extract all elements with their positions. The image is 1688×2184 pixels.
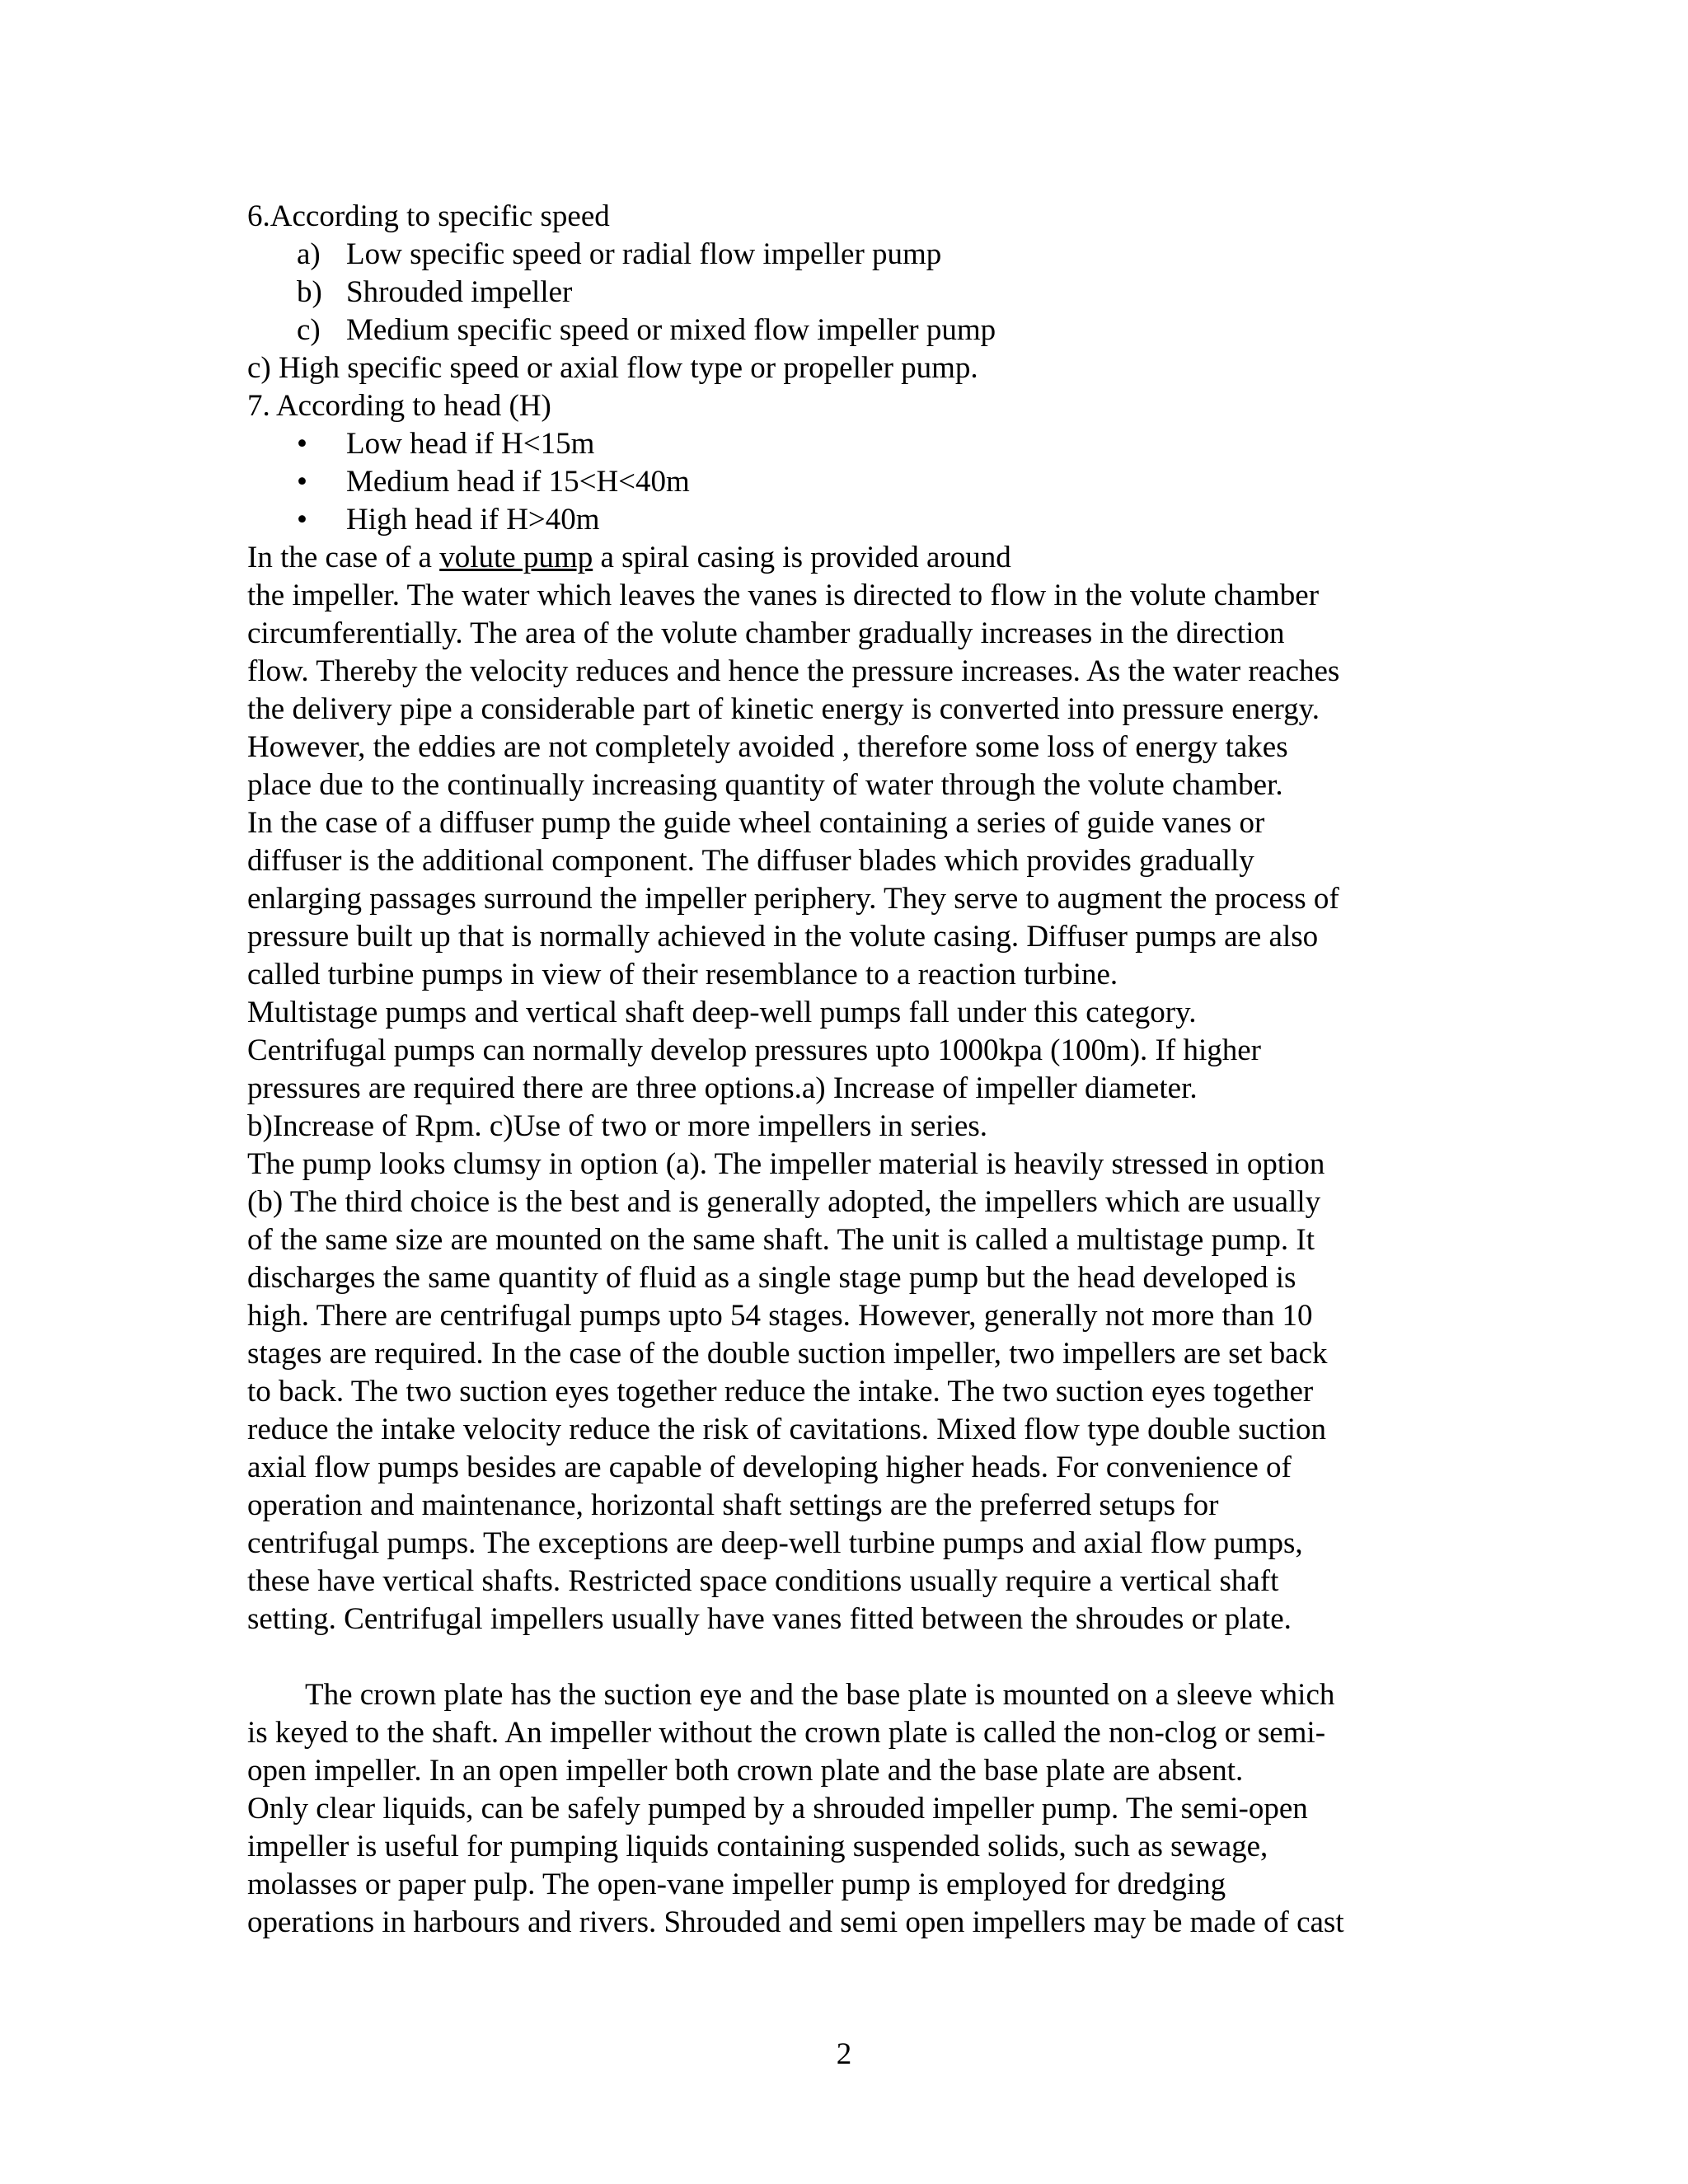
text-line: these have vertical shafts. Restricted space conditions usually require a vertical shaft — [247, 1564, 1279, 1598]
list-item-text: Low head if H<15m — [346, 427, 595, 461]
section-heading-head: 7. According to head (H) — [247, 389, 551, 423]
volute-pump-intro — [247, 539, 1451, 577]
text-line: is keyed to the shaft. An impeller without the crown plate is called the non-clog or semi- — [247, 1716, 1326, 1750]
list-item-text: High head if H>40m — [346, 503, 600, 537]
bullet-icon: • — [297, 503, 307, 537]
paragraph-gap — [247, 1638, 1451, 1676]
text-line: Centrifugal pumps can normally develop pressures upto 1000kpa (100m). If higher — [247, 1033, 1261, 1067]
volute-suffix: a spiral casing is provided around — [593, 541, 1011, 574]
text-line: In the case of a diffuser pump the guide wheel containing a series of guide vanes or — [247, 806, 1265, 840]
text-line: open impeller. In an open impeller both crown plate and the base plate are absent. — [247, 1754, 1244, 1788]
text-line: pressure built up that is normally achieved in the volute casing. Diffuser pumps are also — [247, 920, 1319, 954]
list-item-text: Medium specific speed or mixed flow impeller pump — [346, 313, 996, 347]
text-line: diffuser is the additional component. The diffuser blades which provides gradually — [247, 844, 1254, 878]
list-item — [247, 274, 1451, 312]
document-body — [247, 198, 1451, 1942]
text-line: place due to the continually increasing quantity of water through the volute chamber. — [247, 768, 1283, 802]
text-line: centrifugal pumps. The exceptions are deep-well turbine pumps and axial flow pumps, — [247, 1526, 1303, 1560]
specific-speed-extra-item: c) High specific speed or axial flow type or propeller pump. — [247, 351, 978, 385]
text-line: operations in harbours and rivers. Shrouded and semi open impellers may be made of cast — [247, 1905, 1344, 1939]
text-line: Only clear liquids, can be safely pumped by a shrouded impeller pump. The semi-open — [247, 1792, 1308, 1825]
list-item — [247, 312, 1451, 349]
list-item — [247, 236, 1451, 274]
text-line: b)Increase of Rpm. c)Use of two or more impellers in series. — [247, 1109, 987, 1143]
text-line: the delivery pipe a considerable part of kinetic energy is converted into pressure energy. — [247, 692, 1320, 726]
text-line: called turbine pumps in view of their resemblance to a reaction turbine. — [247, 958, 1118, 991]
list-item — [247, 425, 1451, 463]
list-item — [247, 463, 1451, 501]
bullet-icon: • — [297, 465, 307, 499]
text-line: operation and maintenance, horizontal shaft settings are the preferred setups for — [247, 1488, 1219, 1522]
volute-prefix: In the case of a — [247, 541, 440, 574]
page-number: 2 — [836, 2037, 852, 2071]
text-line: flow. Thereby the velocity reduces and hence the pressure increases. As the water reaches — [247, 654, 1340, 688]
text-line: to back. The two suction eyes together reduce the intake. The two suction eyes together — [247, 1375, 1314, 1408]
text-line: enlarging passages surround the impeller periphery. They serve to augment the process of — [247, 882, 1339, 916]
list-item-text: Low specific speed or radial flow impeller pump — [346, 237, 942, 271]
text-line: discharges the same quantity of fluid as a single stage pump but the head developed is — [247, 1261, 1296, 1295]
text-line: stages are required. In the case of the double suction impeller, two impellers are set back — [247, 1337, 1328, 1371]
text-line: Multistage pumps and vertical shaft deep-well pumps fall under this category. — [247, 996, 1197, 1029]
text-line: impeller is useful for pumping liquids containing suspended solids, such as sewage, — [247, 1830, 1268, 1863]
text-line: of the same size are mounted on the same shaft. The unit is called a multistage pump. It — [247, 1223, 1315, 1257]
body-paragraph — [247, 577, 1451, 1638]
specific-speed-list — [247, 236, 1451, 349]
list-marker: a) — [297, 237, 321, 271]
section-heading-specific-speed: 6.According to specific speed — [247, 199, 610, 233]
text-line: However, the eddies are not completely avoided , therefore some loss of energy takes — [247, 730, 1288, 764]
head-list — [247, 425, 1451, 539]
text-line: the impeller. The water which leaves the vanes is directed to flow in the volute chamber — [247, 579, 1320, 612]
list-marker: c) — [297, 313, 321, 347]
text-line: molasses or paper pulp. The open-vane impeller pump is employed for dredging — [247, 1868, 1226, 1901]
list-item-text: Shrouded impeller — [346, 275, 573, 309]
text-line: circumferentially. The area of the volute chamber gradually increases in the direction — [247, 616, 1285, 650]
list-item — [247, 501, 1451, 539]
list-marker: b) — [297, 275, 322, 309]
text-line: high. There are centrifugal pumps upto 54 stages. However, generally not more than 10 — [247, 1299, 1313, 1333]
text-line: pressures are required there are three options.a) Increase of impeller diameter. — [247, 1071, 1198, 1105]
text-line: (b) The third choice is the best and is generally adopted, the impellers which are usually — [247, 1185, 1321, 1219]
text-line: setting. Centrifugal impellers usually have vanes fitted between the shroudes or plate. — [247, 1602, 1292, 1636]
text-line: axial flow pumps besides are capable of developing higher heads. For convenience of — [247, 1451, 1292, 1484]
text-line: reduce the intake velocity reduce the risk of cavitations. Mixed flow type double suction — [247, 1413, 1326, 1446]
crown-plate-paragraph — [247, 1676, 1451, 1942]
text-line: The crown plate has the suction eye and the base plate is mounted on a sleeve which — [305, 1678, 1335, 1712]
bullet-icon: • — [297, 427, 307, 461]
volute-pump-link[interactable]: volute pump — [439, 541, 593, 574]
text-line: The pump looks clumsy in option (a). The impeller material is heavily stressed in option — [247, 1147, 1325, 1181]
list-item-text: Medium head if 15<H<40m — [346, 465, 690, 499]
